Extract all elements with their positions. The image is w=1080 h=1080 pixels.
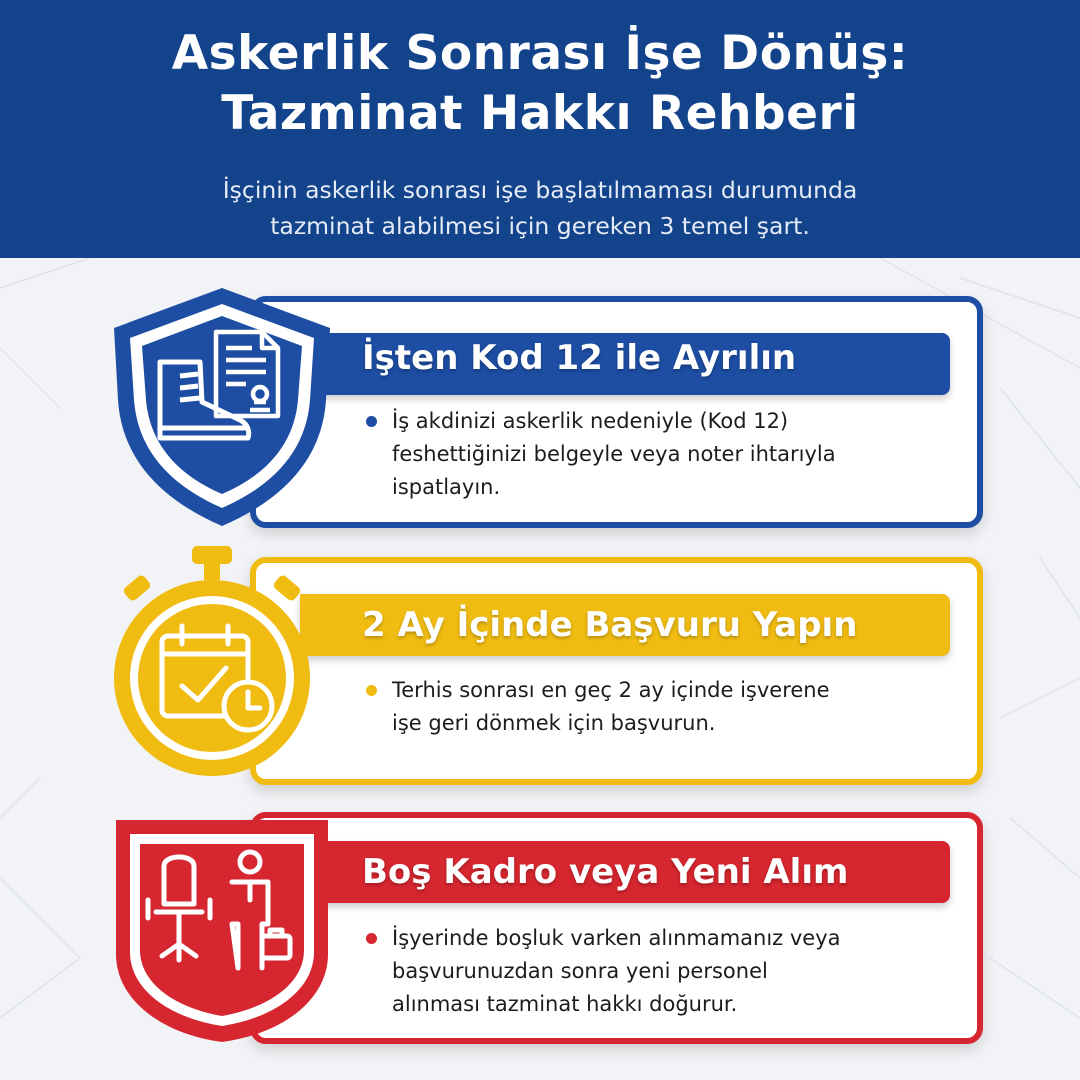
page-title (0, 24, 1080, 144)
description-line: ispatlayın. (392, 475, 501, 499)
page-subtitle-line-2: tazminat alabilmesi için gereken 3 temel şart. (270, 212, 810, 240)
condition-description (392, 922, 952, 1021)
condition-card-application (250, 557, 983, 785)
condition-title: İşten Kod 12 ile Ayrılın (362, 338, 797, 378)
page-title-line-1: Askerlik Sonrası İşe Dönüş: (171, 26, 909, 81)
badge-emblem (102, 804, 342, 1050)
condition-description (392, 405, 952, 504)
page-subtitle (0, 172, 1080, 244)
description-line: Terhis sonrası en geç 2 ay içinde işverene (392, 678, 830, 702)
description-line: feshettiğinizi belgeyle veya noter ihtarıyla (392, 442, 836, 466)
bullet-dot (366, 933, 377, 944)
condition-description (392, 674, 952, 740)
shield-emblem (102, 282, 342, 532)
condition-title: 2 Ay İçinde Başvuru Yapın (362, 605, 858, 645)
header-banner (0, 0, 1080, 258)
description-line: işe geri dönmek için başvurun. (392, 711, 716, 735)
bullet-dot (366, 416, 377, 427)
page-title-line-2: Tazminat Hakkı Rehberi (221, 86, 859, 141)
description-line: İşyerinde boşluk varken alınmamanız veya (392, 926, 841, 950)
description-line: İş akdinizi askerlik nedeniyle (Kod 12) (392, 409, 789, 433)
description-line: alınması tazminat hakkı doğurur. (392, 992, 738, 1016)
page-subtitle-line-1: İşçinin askerlik sonrası işe başlatılmaması durumunda (222, 176, 858, 204)
condition-title: Boş Kadro veya Yeni Alım (362, 852, 849, 892)
description-line: başvurunuzdan sonra yeni personel (392, 959, 768, 983)
stopwatch-icon (102, 540, 322, 780)
bullet-dot (366, 685, 377, 696)
